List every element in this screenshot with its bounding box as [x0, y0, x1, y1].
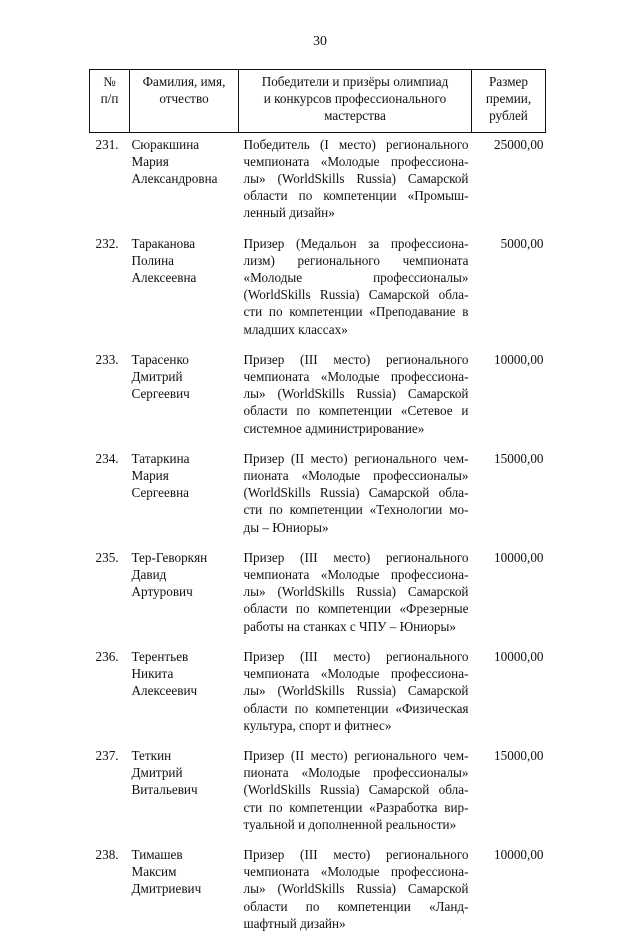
header-award-amount-line: премии,	[485, 91, 532, 107]
row-number: 235.	[95, 549, 119, 565]
patronymic: Витальевич	[131, 782, 198, 798]
table-row	[90, 351, 546, 450]
row-number: 236.	[95, 648, 119, 664]
patronymic: Александровна	[131, 171, 218, 187]
patronymic: Сергеевич	[131, 386, 190, 402]
full-name	[130, 747, 239, 846]
header-number-line: п/п	[100, 91, 119, 107]
row-number: 231.	[95, 136, 119, 152]
achievement: Победитель (I место) регионального чемпионата «Молодые профессиона-лы» (WorldSkills Russia) Самарской области по компетенции «Промыш-ленный дизайн»	[243, 136, 469, 221]
header-full-name-line: отчество	[159, 91, 209, 107]
table-row	[90, 648, 546, 747]
header-achievement	[239, 70, 472, 133]
achievement: Призер (II место) регионального чем-пионата «Молодые профессионалы» (WorldSkills Russia) Самарской обла-сти по компетенции «Разработка вир-туальной и дополненной реальности»	[243, 747, 469, 832]
row-number: 234.	[95, 450, 119, 466]
achievement: Призер (III место) регионального чемпионата «Молодые профессиона-лы» (WorldSkills Russia) Самарской области по компетенции «Физическая культура, спорт и фитнес»	[243, 648, 469, 733]
achievement: Призер (II место) регионального чем-пионата «Молодые профессионалы» (WorldSkills Russia) Самарской обла-сти по компетенции «Технологии мо-ды – Юниоры»	[243, 450, 469, 535]
first-name: Максим	[131, 864, 177, 880]
first-name: Дмитрий	[131, 369, 183, 385]
header-number	[90, 70, 130, 133]
achievement: Призер (III место) регионального чемпионата «Молодые профессиона-лы» (WorldSkills Russia) Самарской области по компетенции «Сетевое и системное администрирование»	[243, 351, 469, 436]
full-name	[130, 648, 239, 747]
surname: Тарасенко	[131, 351, 189, 367]
header-achievement-line: и конкурсов профессионального	[263, 91, 447, 107]
achievement: Призер (Медальон за профессиона-лизм) регионального чемпионата «Молодые профессионалы» (WorldSkills Russia) Самарской обла-сти по компетенции «Преподавание в младших классах»	[243, 235, 469, 337]
row-number: 238.	[95, 846, 119, 862]
header-achievement-line: Победители и призёры олимпиад	[261, 74, 449, 89]
achievement: Призер (III место) регионального чемпионата «Молодые профессиона-лы» (WorldSkills Russia) Самарской области по компетенции «Ланд-шафтный дизайн»	[243, 846, 469, 931]
first-name: Дмитрий	[131, 765, 183, 781]
awards-table	[89, 69, 546, 945]
page-number: 30	[313, 34, 327, 49]
header-number-line: №	[103, 74, 116, 89]
patronymic: Дмитриевич	[131, 881, 202, 897]
first-name: Мария	[131, 468, 169, 484]
award-amount: 25000,00	[494, 136, 544, 152]
surname: Теткин	[131, 747, 172, 763]
full-name	[130, 351, 239, 450]
table-row	[90, 132, 546, 235]
header-award-amount-line: рублей	[489, 108, 528, 124]
full-name	[130, 132, 239, 235]
award-amount: 10000,00	[494, 648, 544, 664]
first-name: Давид	[131, 567, 167, 583]
table-row	[90, 450, 546, 549]
full-name	[130, 549, 239, 648]
patronymic: Алексеевна	[131, 270, 197, 286]
table-row	[90, 235, 546, 351]
row-number: 232.	[95, 235, 119, 251]
patronymic: Сергеевна	[131, 485, 189, 501]
row-number: 233.	[95, 351, 119, 367]
first-name: Мария	[131, 153, 169, 169]
table-row	[90, 846, 546, 945]
award-amount: 10000,00	[494, 846, 544, 862]
table-row	[90, 747, 546, 846]
award-amount: 10000,00	[494, 549, 544, 565]
patronymic: Алексеевич	[131, 683, 198, 699]
surname: Терентьев	[131, 648, 189, 664]
surname: Тараканова	[131, 235, 196, 251]
full-name	[130, 450, 239, 549]
header-full-name	[130, 70, 239, 133]
award-amount: 10000,00	[494, 351, 544, 367]
patronymic: Артурович	[131, 584, 193, 600]
award-amount: 15000,00	[494, 747, 544, 763]
table-row	[90, 549, 546, 648]
first-name: Никита	[131, 666, 174, 682]
header-achievement-line: мастерства	[324, 108, 386, 124]
full-name	[130, 235, 239, 351]
first-name: Полина	[131, 252, 174, 268]
header-award-amount	[472, 70, 546, 133]
achievement: Призер (III место) регионального чемпионата «Молодые профессиона-лы» (WorldSkills Russia) Самарской области по компетенции «Фрезерные работы на станках с ЧПУ – Юниоры»	[243, 549, 469, 634]
award-amount: 15000,00	[494, 450, 544, 466]
header-full-name-line: Фамилия, имя,	[142, 74, 226, 89]
surname: Тимашев	[131, 846, 183, 862]
award-amount: 5000,00	[500, 235, 544, 251]
surname: Тер-Геворкян	[131, 549, 208, 565]
surname: Сюракшина	[131, 136, 200, 152]
full-name	[130, 846, 239, 945]
table-header	[90, 70, 546, 133]
row-number: 237.	[95, 747, 119, 763]
header-award-amount-line: Размер	[488, 74, 528, 89]
surname: Татаркина	[131, 450, 190, 466]
